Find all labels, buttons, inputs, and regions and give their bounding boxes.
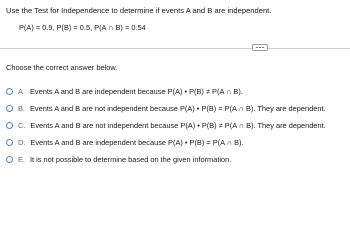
radio-icon[interactable] xyxy=(6,139,13,146)
question-prompt: Use the Test for Independence to determine if events A and B are independent. xyxy=(6,6,272,15)
option-text: Events A and B are not independent because P(A) • P(B) = P(A ∩ B). They are dependent. xyxy=(29,104,326,113)
option-a[interactable] xyxy=(6,83,326,100)
option-text: Events A and B are not independent because P(A) • P(B) ≠ P(A ∩ B). They are dependent. xyxy=(30,121,326,130)
option-d[interactable] xyxy=(6,134,326,151)
radio-icon[interactable] xyxy=(6,88,13,95)
instruction-text: Choose the correct answer below. xyxy=(6,63,118,72)
option-letter: D. xyxy=(18,138,26,147)
option-text: It is not possible to determine based on the given information. xyxy=(29,155,232,164)
option-letter: B. xyxy=(18,104,25,113)
option-e[interactable] xyxy=(6,151,326,168)
more-options-button[interactable] xyxy=(252,44,268,51)
given-probabilities: P(A) = 0.9, P(B) = 0.5, P(A ∩ B) = 0.54 xyxy=(19,23,146,32)
option-text: Events A and B are independent because P(A) • P(B) ≠ P(A ∩ B). xyxy=(29,87,243,96)
option-letter: C. xyxy=(18,121,26,130)
radio-icon[interactable] xyxy=(6,122,13,129)
more-icon xyxy=(256,47,258,49)
option-c[interactable] xyxy=(6,117,326,134)
answer-options xyxy=(6,83,326,168)
option-letter: A. xyxy=(18,87,25,96)
option-b[interactable] xyxy=(6,100,326,117)
section-divider xyxy=(0,48,350,49)
option-text: Events A and B are independent because P(A) • P(B) = P(A ∩ B). xyxy=(30,138,244,147)
radio-icon[interactable] xyxy=(6,156,13,163)
radio-icon[interactable] xyxy=(6,105,13,112)
option-letter: E. xyxy=(18,155,25,164)
